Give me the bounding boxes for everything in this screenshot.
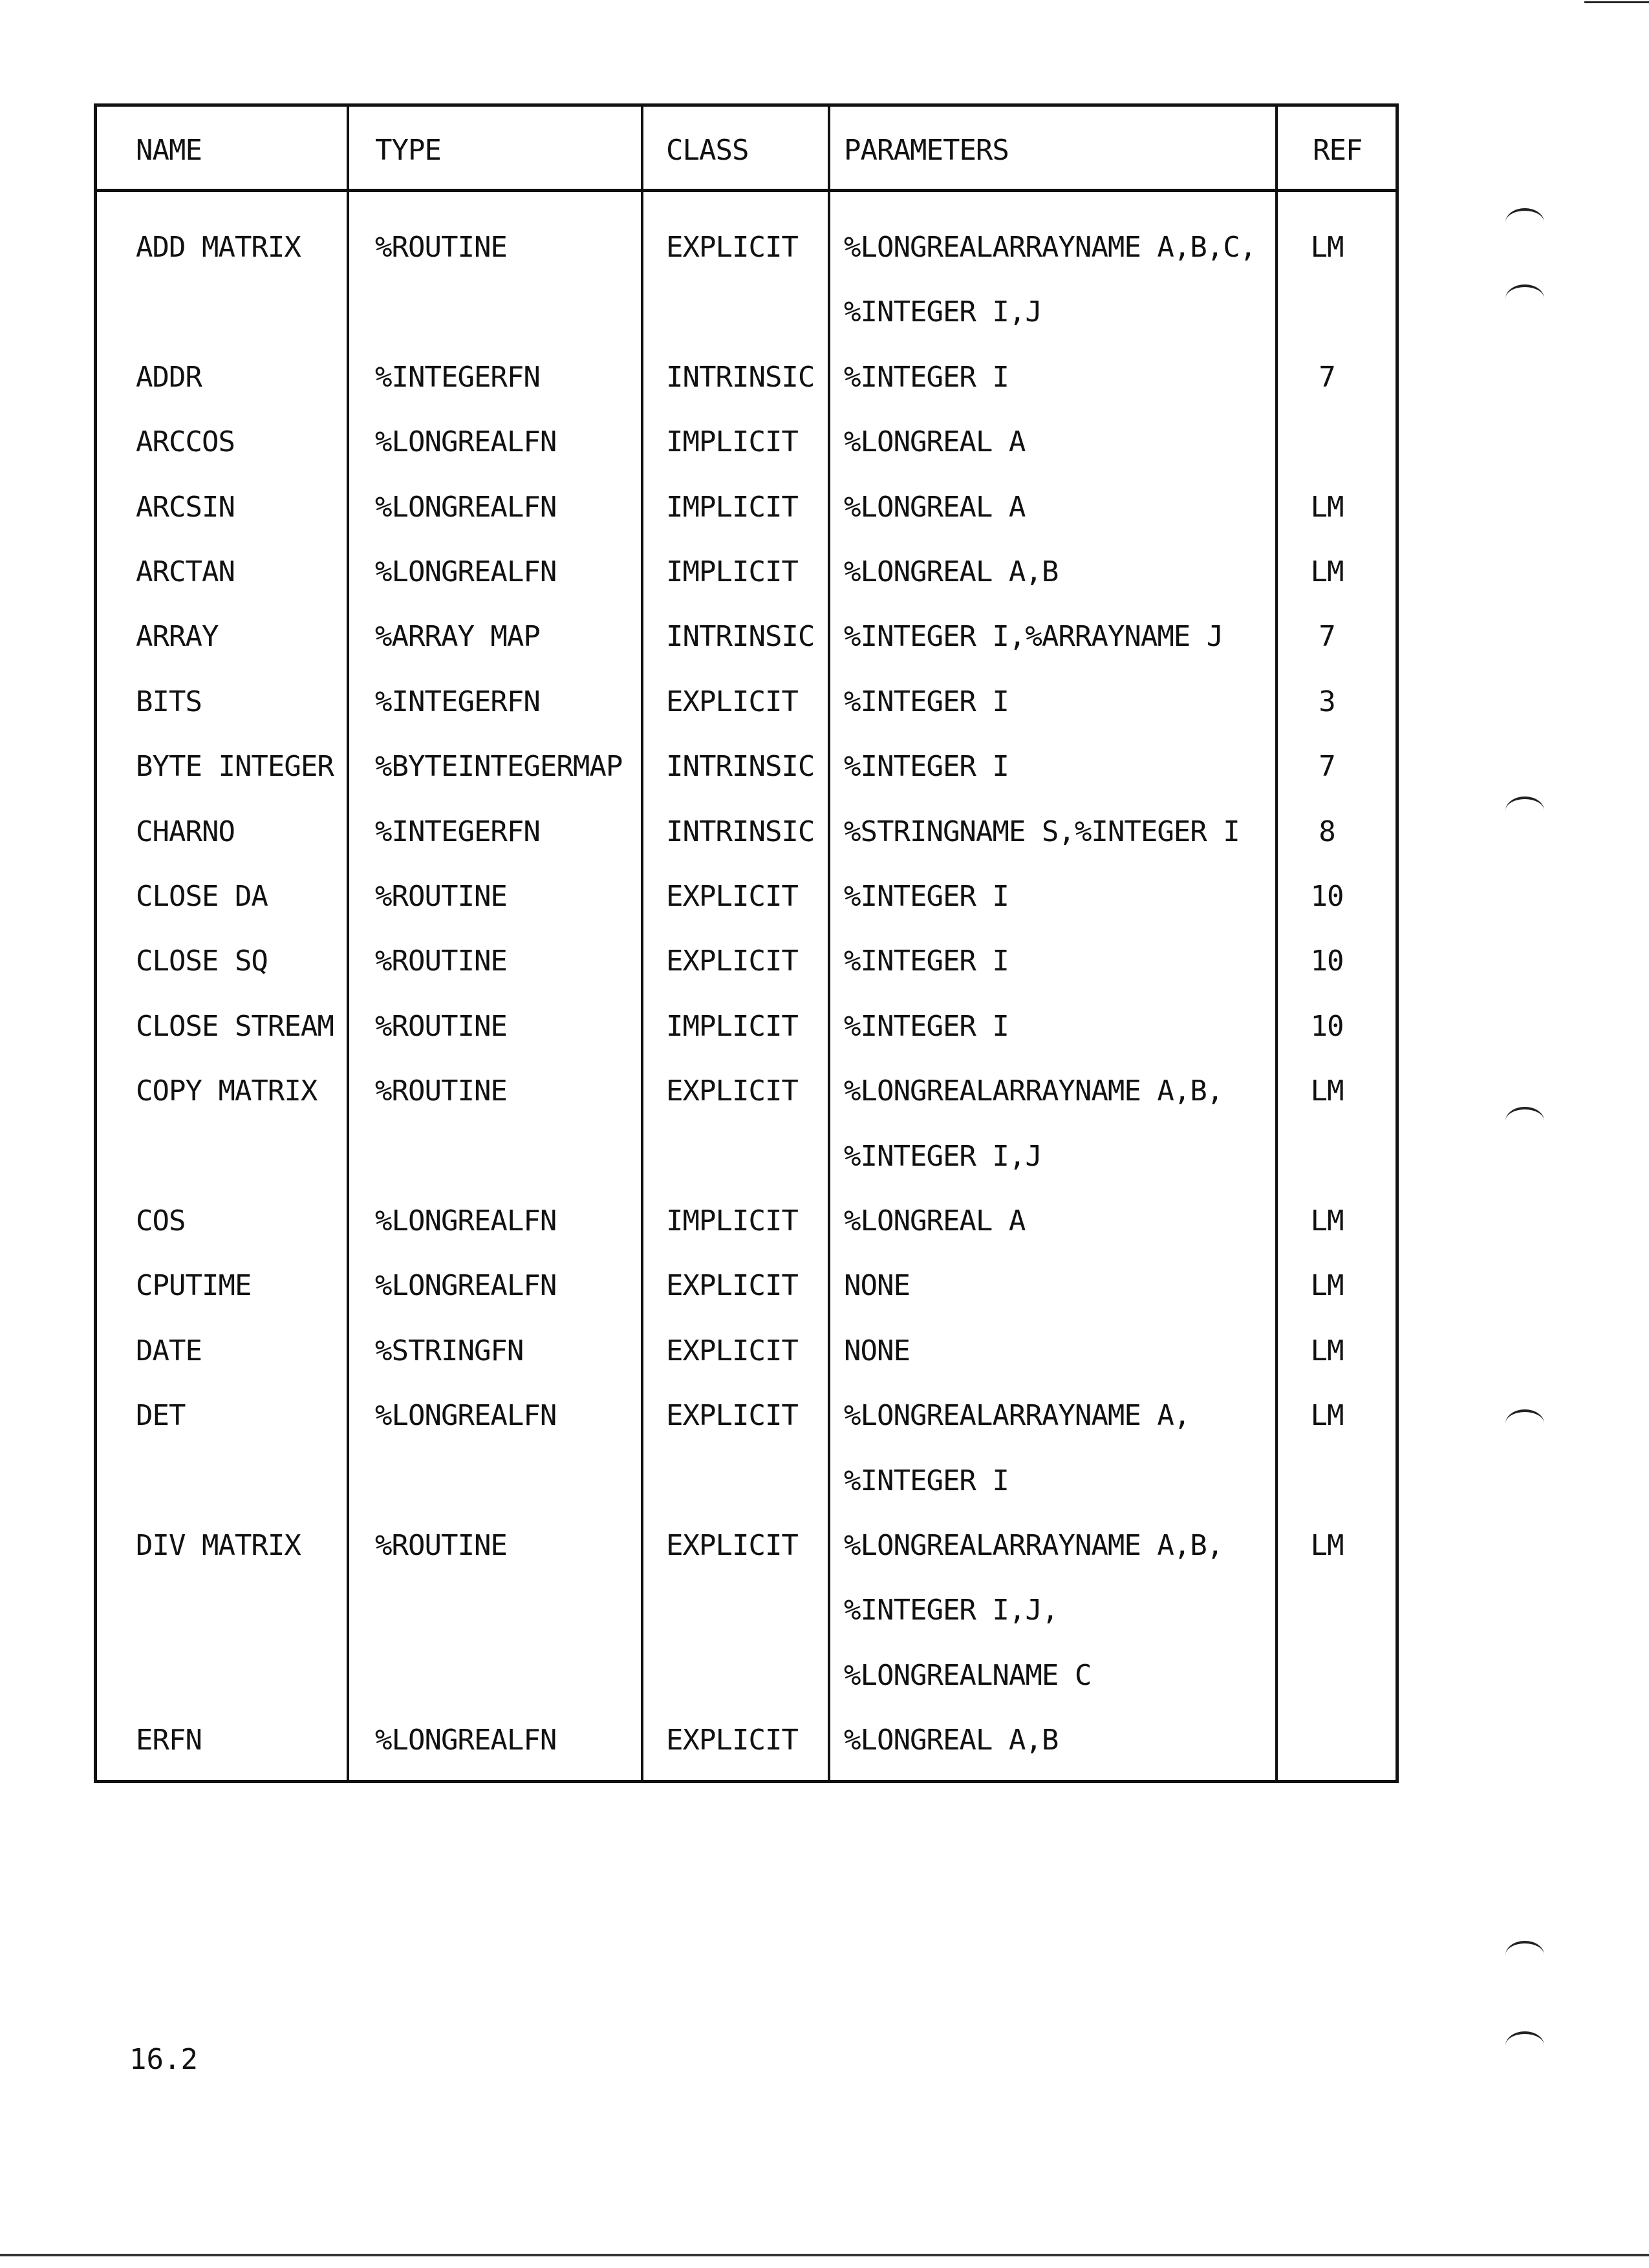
cell-class: EXPLICIT xyxy=(666,1529,798,1562)
cell-parameters: %LONGREAL A xyxy=(844,1204,1026,1237)
margin-mark xyxy=(1505,1409,1544,1438)
cell-class: INTRINSIC xyxy=(666,620,815,654)
cell-ref: LM xyxy=(1310,555,1344,588)
cell-name: COS xyxy=(136,1204,186,1237)
cell-name: CHARNO xyxy=(136,815,235,848)
cell-type: %LONGREALFN xyxy=(375,1204,557,1237)
cell-parameters: %LONGREAL A,B xyxy=(844,1724,1059,1757)
cell-ref: 10 xyxy=(1310,1009,1344,1043)
cell-ref: 10 xyxy=(1310,945,1344,978)
cell-class: EXPLICIT xyxy=(666,880,798,913)
cell-parameters: %LONGREAL A xyxy=(844,425,1026,459)
cell-class: INTRINSIC xyxy=(666,815,815,848)
reference-table xyxy=(94,103,1399,1783)
cell-parameters: %LONGREALARRAYNAME A,B, xyxy=(844,1529,1223,1562)
cell-ref: 7 xyxy=(1319,360,1335,394)
cell-class: EXPLICIT xyxy=(666,685,798,718)
cell-name: ERFN xyxy=(136,1724,202,1757)
margin-mark xyxy=(1505,284,1544,313)
cell-ref: 7 xyxy=(1319,620,1335,654)
cell-type: %STRINGFN xyxy=(375,1334,524,1367)
cell-class: IMPLICIT xyxy=(666,1204,798,1237)
header-name: NAME xyxy=(136,134,202,167)
cell-type: %LONGREALFN xyxy=(375,490,557,524)
cell-name: BYTE INTEGER xyxy=(136,750,334,784)
column-divider xyxy=(641,107,643,1780)
cell-ref: 8 xyxy=(1319,815,1335,848)
header-divider xyxy=(97,189,1396,192)
cell-parameters: %INTEGER I,J xyxy=(844,295,1042,329)
column-divider xyxy=(828,107,830,1780)
cell-parameters: %INTEGER I xyxy=(844,360,1009,394)
cell-parameters: %INTEGER I,%ARRAYNAME J xyxy=(844,620,1223,654)
cell-ref: LM xyxy=(1310,490,1344,524)
cell-parameters: %LONGREALARRAYNAME A,B, xyxy=(844,1075,1223,1108)
cell-type: %ARRAY MAP xyxy=(375,620,540,654)
cell-parameters: NONE xyxy=(844,1269,910,1303)
margin-mark xyxy=(1505,208,1544,237)
cell-class: IMPLICIT xyxy=(666,1009,798,1043)
header-type: TYPE xyxy=(375,134,441,167)
cell-parameters: NONE xyxy=(844,1334,910,1367)
margin-mark xyxy=(1505,1941,1544,1969)
margin-mark xyxy=(1505,2031,1544,2060)
cell-name: DATE xyxy=(136,1334,202,1367)
header-ref: REF xyxy=(1313,134,1363,167)
cell-name: CLOSE STREAM xyxy=(136,1009,334,1043)
cell-type: %INTEGERFN xyxy=(375,360,540,394)
cell-type: %INTEGERFN xyxy=(375,685,540,718)
cell-type: %LONGREALFN xyxy=(375,555,557,588)
cell-name: ADDR xyxy=(136,360,202,394)
cell-parameters: %INTEGER I xyxy=(844,685,1009,718)
cell-parameters: %INTEGER I xyxy=(844,945,1009,978)
cell-class: INTRINSIC xyxy=(666,750,815,784)
cell-ref: LM xyxy=(1310,1075,1344,1108)
cell-ref: LM xyxy=(1310,1399,1344,1433)
cell-type: %ROUTINE xyxy=(375,1009,507,1043)
cell-name: DIV MATRIX xyxy=(136,1529,301,1562)
cell-name: ADD MATRIX xyxy=(136,231,301,264)
cell-class: EXPLICIT xyxy=(666,1334,798,1367)
cell-type: %ROUTINE xyxy=(375,945,507,978)
cell-name: CLOSE SQ xyxy=(136,945,268,978)
cell-name: CLOSE DA xyxy=(136,880,268,913)
cell-type: %INTEGERFN xyxy=(375,815,540,848)
header-class: CLASS xyxy=(666,134,749,167)
cell-parameters: %INTEGER I xyxy=(844,880,1009,913)
cell-type: %BYTEINTEGERMAP xyxy=(375,750,623,784)
cell-name: ARCTAN xyxy=(136,555,235,588)
cell-name: ARCSIN xyxy=(136,490,235,524)
cell-type: %ROUTINE xyxy=(375,231,507,264)
cell-type: %LONGREALFN xyxy=(375,425,557,459)
cell-type: %LONGREALFN xyxy=(375,1269,557,1303)
cell-type: %ROUTINE xyxy=(375,880,507,913)
cell-name: COPY MATRIX xyxy=(136,1075,318,1108)
cell-class: EXPLICIT xyxy=(666,1075,798,1108)
cell-ref: 3 xyxy=(1319,685,1335,718)
column-divider xyxy=(347,107,349,1780)
cell-name: ARCCOS xyxy=(136,425,235,459)
cell-ref: LM xyxy=(1310,1334,1344,1367)
header-parameters: PARAMETERS xyxy=(844,134,1009,167)
cell-class: EXPLICIT xyxy=(666,1269,798,1303)
cell-class: EXPLICIT xyxy=(666,945,798,978)
cell-class: IMPLICIT xyxy=(666,490,798,524)
cell-parameters: %LONGREAL A xyxy=(844,490,1026,524)
cell-parameters: %LONGREALARRAYNAME A,B,C, xyxy=(844,231,1256,264)
cell-parameters: %INTEGER I xyxy=(844,750,1009,784)
cell-ref: LM xyxy=(1310,1204,1344,1237)
cell-ref: LM xyxy=(1310,1529,1344,1562)
cell-type: %LONGREALFN xyxy=(375,1399,557,1433)
cell-ref: 7 xyxy=(1319,750,1335,784)
cell-class: INTRINSIC xyxy=(666,360,815,394)
cell-parameters: %LONGREALNAME C xyxy=(844,1658,1092,1692)
cell-name: CPUTIME xyxy=(136,1269,252,1303)
cell-class: EXPLICIT xyxy=(666,1724,798,1757)
cell-name: BITS xyxy=(136,685,202,718)
cell-parameters: %LONGREAL A,B xyxy=(844,555,1059,588)
bottom-edge-rule xyxy=(0,2254,1649,2256)
cell-ref: LM xyxy=(1310,1269,1344,1303)
cell-name: ARRAY xyxy=(136,620,219,654)
cell-type: %ROUTINE xyxy=(375,1075,507,1108)
top-edge-rule xyxy=(1584,1,1649,3)
cell-parameters: %INTEGER I xyxy=(844,1009,1009,1043)
cell-ref: LM xyxy=(1310,231,1344,264)
page-number: 16.2 xyxy=(129,2043,198,2076)
margin-mark xyxy=(1505,797,1544,825)
cell-class: EXPLICIT xyxy=(666,1399,798,1433)
cell-parameters: %STRINGNAME S,%INTEGER I xyxy=(844,815,1240,848)
cell-class: IMPLICIT xyxy=(666,555,798,588)
cell-parameters: %LONGREALARRAYNAME A, xyxy=(844,1399,1191,1433)
margin-mark xyxy=(1505,1107,1544,1135)
cell-parameters: %INTEGER I,J xyxy=(844,1139,1042,1173)
cell-ref: 10 xyxy=(1310,880,1344,913)
cell-name: DET xyxy=(136,1399,186,1433)
cell-type: %LONGREALFN xyxy=(375,1724,557,1757)
cell-class: EXPLICIT xyxy=(666,231,798,264)
cell-parameters: %INTEGER I,J, xyxy=(844,1594,1059,1627)
cell-class: IMPLICIT xyxy=(666,425,798,459)
cell-parameters: %INTEGER I xyxy=(844,1464,1009,1497)
cell-type: %ROUTINE xyxy=(375,1529,507,1562)
